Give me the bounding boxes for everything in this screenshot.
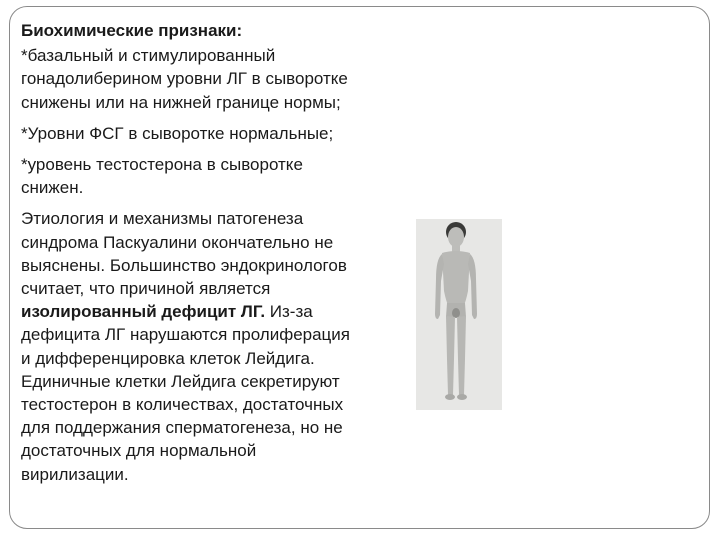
etiology-text-end: Из-за дефицита ЛГ нарушаются пролиферация и дифференцировка клеток Лейдига. Единичные клетки Лейдига секретируют тестостерон в количествах, достаточных для поддержания сперматогенеза, но не достаточных для нормальной вирилизации. [21, 302, 350, 484]
groin [452, 308, 460, 318]
patient-photo [416, 219, 502, 410]
criterion-testosterone: *уровень тестостерона в сыворотке снижен. [21, 155, 303, 198]
left-foot [445, 394, 455, 400]
etiology-text-start: Этиология и механизмы патогенеза синдрома Паскуалини окончательно не выяснены. Большинство эндокринологов считает, что причиной является [21, 209, 347, 299]
criterion-fsh: *Уровни ФСГ в сыворотке нормальные; [21, 123, 334, 143]
neck [452, 245, 460, 252]
text-block [21, 19, 421, 486]
patient-figure-image [416, 219, 502, 410]
right-foot [457, 394, 467, 400]
torso [442, 251, 470, 305]
etiology-paragraph [21, 207, 421, 485]
heading: Биохимические признаки: [21, 21, 243, 40]
criterion-lh: *базальный и стимулированный гонадолиберином уровни ЛГ в сыворотке снижены или на нижней границе нормы; [21, 46, 348, 112]
head [448, 227, 464, 247]
etiology-bold-text: изолированный дефицит ЛГ. [21, 302, 266, 322]
